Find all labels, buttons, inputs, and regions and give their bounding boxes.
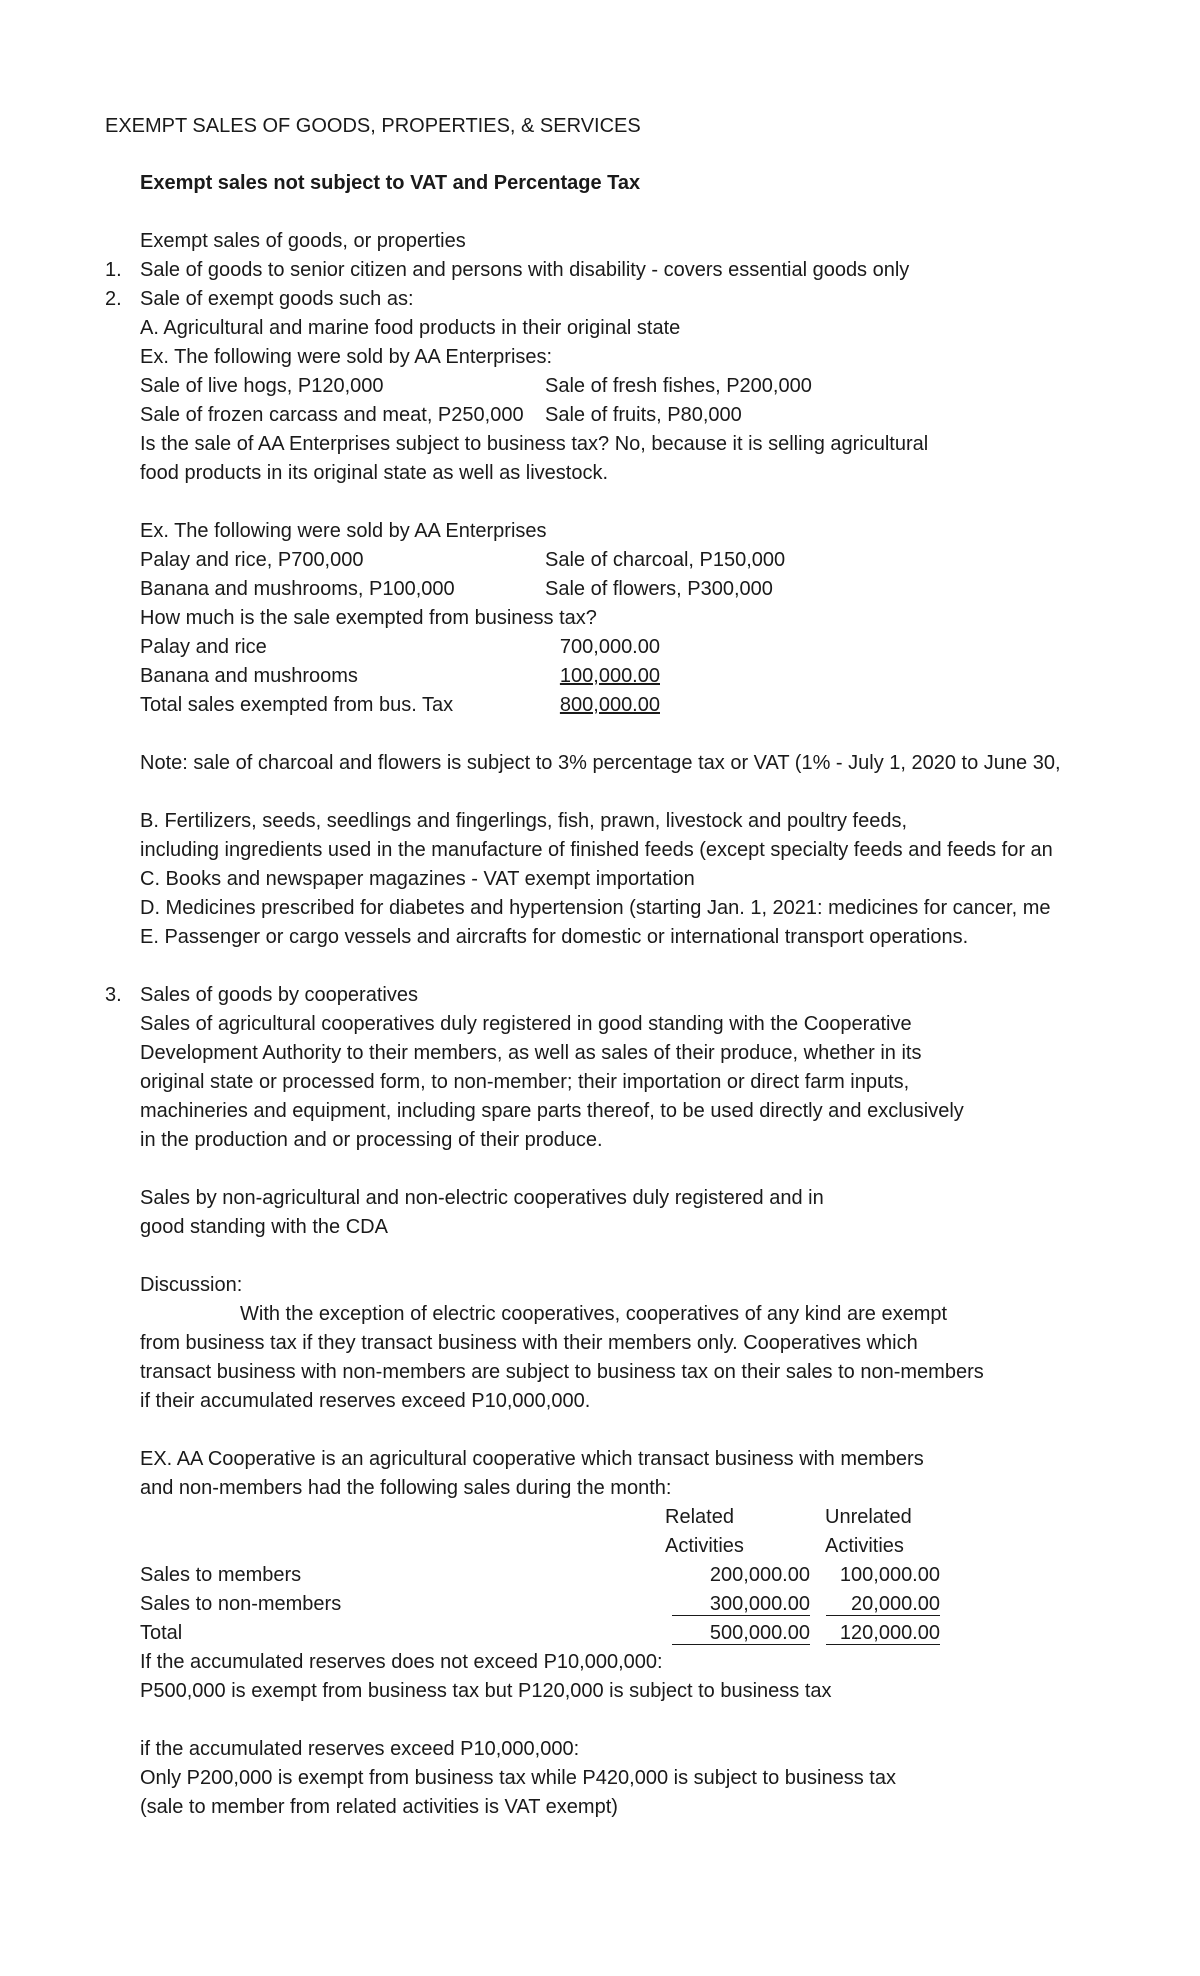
example-item: Banana and mushrooms, P100,000 bbox=[140, 578, 455, 600]
table-row-label: Palay and rice bbox=[140, 636, 267, 658]
note-text: Note: sale of charcoal and flowers is subject to 3% percentage tax or VAT (1% - July 1, 2020 to June 30, bbox=[140, 752, 1061, 774]
condition-text: If the accumulated reserves does not exceed P10,000,000: bbox=[140, 1651, 663, 1673]
section-intro: Exempt sales of goods, or properties bbox=[140, 230, 466, 252]
table-row-value: 800,000.00 bbox=[559, 694, 660, 716]
result-text: Only P200,000 is exempt from business tax while P420,000 is subject to business tax bbox=[140, 1767, 896, 1789]
sub-item-e: E. Passenger or cargo vessels and aircrafts for domestic or international transport operations. bbox=[140, 926, 969, 948]
example-item: Sale of fresh fishes, P200,000 bbox=[545, 375, 812, 397]
table-row-value: 700,000.00 bbox=[559, 636, 660, 658]
example-item: Sale of fruits, P80,000 bbox=[545, 404, 742, 426]
example-item: Sale of frozen carcass and meat, P250,000 bbox=[140, 404, 524, 426]
paragraph-line: Sales of agricultural cooperatives duly registered in good standing with the Cooperative bbox=[140, 1013, 912, 1035]
table-row-label: Sales to members bbox=[140, 1564, 302, 1586]
paragraph-line: Development Authority to their members, as well as sales of their produce, whether in its bbox=[140, 1042, 922, 1064]
list-item: Sale of exempt goods such as: bbox=[140, 288, 414, 310]
column-header: Unrelated bbox=[825, 1506, 912, 1528]
discussion-label: Discussion: bbox=[140, 1274, 243, 1296]
column-header: Related bbox=[665, 1506, 734, 1528]
paragraph-line: good standing with the CDA bbox=[140, 1216, 388, 1238]
paragraph-line: transact business with non-members are subject to business tax on their sales to non-members bbox=[140, 1361, 984, 1383]
table-row-label: Banana and mushrooms bbox=[140, 665, 358, 687]
column-header: Activities bbox=[665, 1535, 744, 1557]
example-item: Sale of live hogs, P120,000 bbox=[140, 375, 384, 397]
example-intro: EX. AA Cooperative is an agricultural cooperative which transact business with members bbox=[140, 1448, 924, 1470]
sub-item-b-cont: including ingredients used in the manufacture of finished feeds (except specialty feeds and feeds for an bbox=[140, 839, 1053, 861]
list-number: 3. bbox=[105, 984, 122, 1006]
column-header: Activities bbox=[825, 1535, 904, 1557]
table-cell: 500,000.00 bbox=[672, 1621, 810, 1645]
paragraph-line: original state or processed form, to non-member; their importation or direct farm inputs, bbox=[140, 1071, 910, 1093]
paragraph-line: from business tax if they transact business with their members only. Cooperatives which bbox=[140, 1332, 918, 1354]
sub-item-d: D. Medicines prescribed for diabetes and hypertension (starting Jan. 1, 2021: medicines for cancer, me bbox=[140, 897, 1051, 919]
sub-item-c: C. Books and newspaper magazines - VAT exempt importation bbox=[140, 868, 695, 890]
example-item: Sale of charcoal, P150,000 bbox=[545, 549, 786, 571]
example-intro: and non-members had the following sales during the month: bbox=[140, 1477, 672, 1499]
table-cell: 120,000.00 bbox=[826, 1621, 940, 1645]
page-title: EXEMPT SALES OF GOODS, PROPERTIES, & SERVICES bbox=[105, 115, 641, 137]
example-item: Sale of flowers, P300,000 bbox=[545, 578, 773, 600]
table-cell: 200,000.00 bbox=[709, 1564, 810, 1586]
table-cell: 20,000.00 bbox=[826, 1592, 940, 1616]
table-cell: 300,000.00 bbox=[672, 1592, 810, 1616]
example-answer: Is the sale of AA Enterprises subject to business tax? No, because it is selling agricultural bbox=[140, 433, 929, 455]
paragraph-line: in the production and or processing of their produce. bbox=[140, 1129, 603, 1151]
example-answer: food products in its original state as well as livestock. bbox=[140, 462, 608, 484]
section-subtitle: Exempt sales not subject to VAT and Percentage Tax bbox=[140, 172, 641, 194]
condition-text: if the accumulated reserves exceed P10,000,000: bbox=[140, 1738, 580, 1760]
result-text: P500,000 is exempt from business tax but P120,000 is subject to business tax bbox=[140, 1680, 832, 1702]
paragraph-line: machineries and equipment, including spare parts thereof, to be used directly and exclusively bbox=[140, 1100, 964, 1122]
paragraph-line: Sales by non-agricultural and non-electric cooperatives duly registered and in bbox=[140, 1187, 824, 1209]
example-intro: Ex. The following were sold by AA Enterprises: bbox=[140, 346, 553, 368]
list-item: Sales of goods by cooperatives bbox=[140, 984, 418, 1006]
result-text: (sale to member from related activities is VAT exempt) bbox=[140, 1796, 618, 1818]
sub-item-a: A. Agricultural and marine food products in their original state bbox=[140, 317, 681, 339]
sub-item-b: B. Fertilizers, seeds, seedlings and fingerlings, fish, prawn, livestock and poultry feeds, bbox=[140, 810, 908, 832]
list-number: 2. bbox=[105, 288, 122, 310]
example-question: How much is the sale exempted from business tax? bbox=[140, 607, 597, 629]
paragraph-line: if their accumulated reserves exceed P10,000,000. bbox=[140, 1390, 591, 1412]
list-item: Sale of goods to senior citizen and persons with disability - covers essential goods only bbox=[140, 259, 910, 281]
table-row-label: Total sales exempted from bus. Tax bbox=[140, 694, 454, 716]
paragraph-line: With the exception of electric cooperatives, cooperatives of any kind are exempt bbox=[240, 1303, 948, 1325]
table-row-label: Sales to non-members bbox=[140, 1593, 342, 1615]
list-number: 1. bbox=[105, 259, 122, 281]
example-intro: Ex. The following were sold by AA Enterprises bbox=[140, 520, 547, 542]
example-item: Palay and rice, P700,000 bbox=[140, 549, 364, 571]
table-cell: 100,000.00 bbox=[839, 1564, 940, 1586]
table-row-label: Total bbox=[140, 1622, 183, 1644]
table-row-value: 100,000.00 bbox=[559, 665, 660, 687]
